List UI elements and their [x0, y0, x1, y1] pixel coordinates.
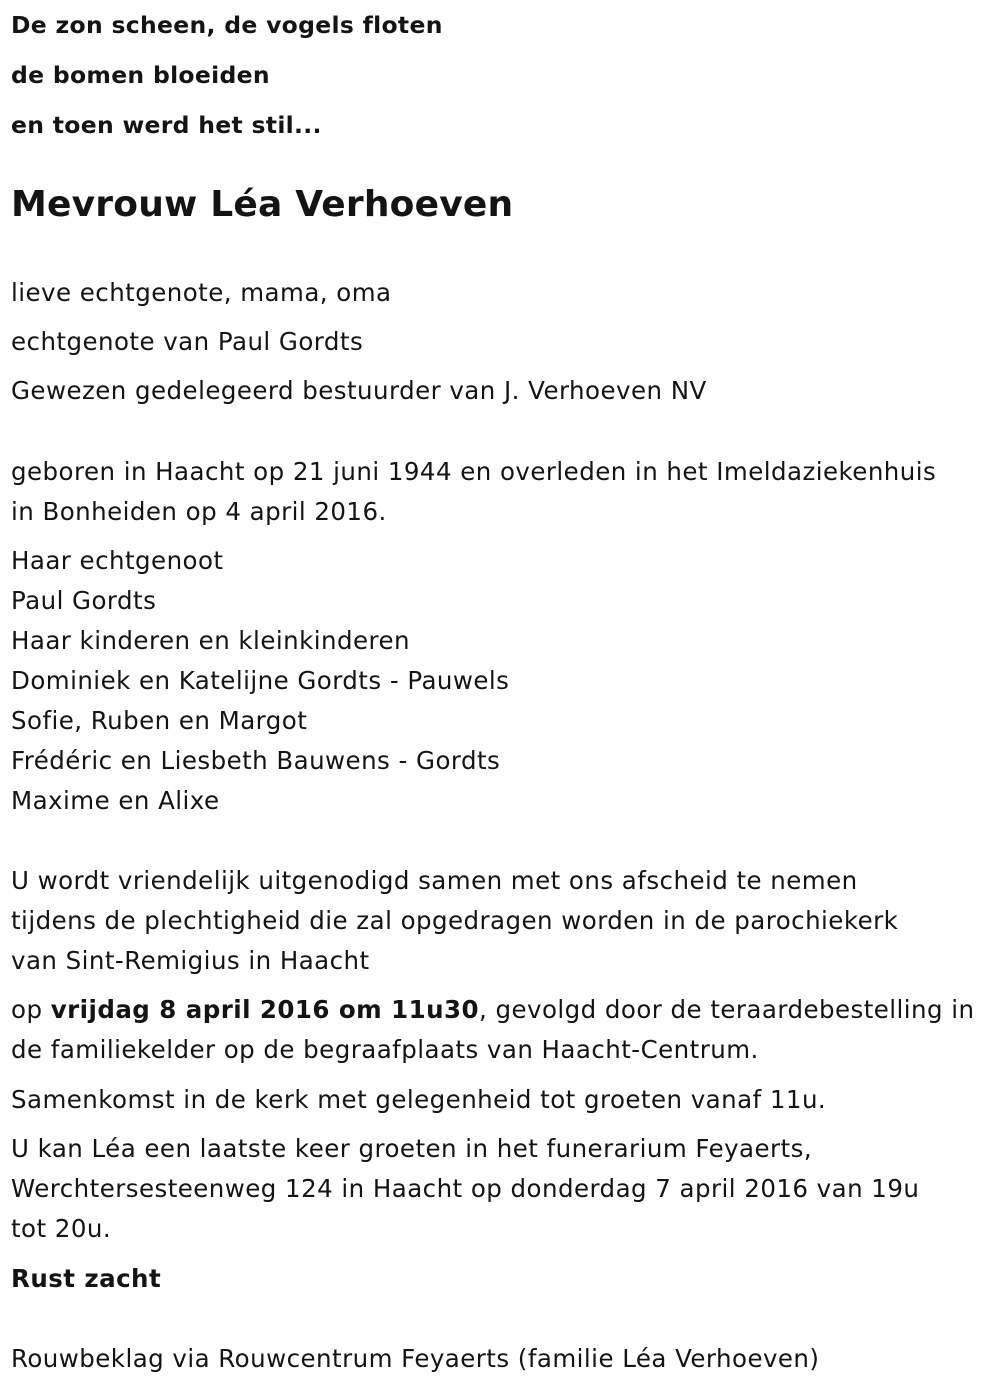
poem-line-3: en toen werd het stil... [11, 111, 322, 139]
family-line-4: Dominiek en Katelijne Gordts - Pauwels [11, 666, 510, 695]
gathering-line: Samenkomst in de kerk met gelegenheid tot groeten vanaf 11u. [11, 1085, 827, 1114]
family-line-7: Maxime en Alixe [11, 786, 220, 815]
family-line-1: Haar echtgenoot [11, 546, 224, 575]
closing-text: Rust zacht [11, 1264, 162, 1293]
role-line-1: lieve echtgenote, mama, oma [11, 278, 392, 307]
funerarium-line-1: U kan Léa een laatste keer groeten in het funerarium Feyaerts, [11, 1134, 813, 1163]
funerarium-line-2: Werchtersesteenweg 124 in Haacht op donderdag 7 april 2016 van 19u [11, 1174, 920, 1203]
ceremony-line-1 [11, 990, 975, 1030]
ceremony-date-time: vrijdag 8 april 2016 om 11u30 [50, 995, 480, 1024]
family-line-3: Haar kinderen en kleinkinderen [11, 626, 410, 655]
poem-line-2: de bomen bloeiden [11, 61, 270, 89]
role-line-3: Gewezen gedelegeerd bestuurder van J. Verhoeven NV [11, 376, 707, 405]
ceremony-line-2: de familiekelder op de begraafplaats van Haacht-Centrum. [11, 1035, 759, 1064]
family-line-2: Paul Gordts [11, 586, 157, 615]
family-line-5: Sofie, Ruben en Margot [11, 706, 308, 735]
deceased-name: Mevrouw Léa Verhoeven [11, 184, 514, 225]
ceremony-rest: , gevolgd door de teraardebestelling in [479, 995, 975, 1024]
birth-death-line-1: geboren in Haacht op 21 juni 1944 en overleden in het Imeldaziekenhuis [11, 457, 937, 486]
poem-line-1: De zon scheen, de vogels floten [11, 11, 443, 39]
invitation-line-1: U wordt vriendelijk uitgenodigd samen met ons afscheid te nemen [11, 866, 858, 895]
role-line-2: echtgenote van Paul Gordts [11, 327, 364, 356]
condolences-line: Rouwbeklag via Rouwcentrum Feyaerts (familie Léa Verhoeven) [11, 1344, 820, 1373]
birth-death-line-2: in Bonheiden op 4 april 2016. [11, 497, 387, 526]
invitation-line-3: van Sint-Remigius in Haacht [11, 946, 370, 975]
funerarium-line-3: tot 20u. [11, 1214, 112, 1243]
ceremony-prefix: op [11, 995, 51, 1024]
family-line-6: Frédéric en Liesbeth Bauwens - Gordts [11, 746, 501, 775]
invitation-line-2: tijdens de plechtigheid die zal opgedragen worden in de parochiekerk [11, 906, 899, 935]
